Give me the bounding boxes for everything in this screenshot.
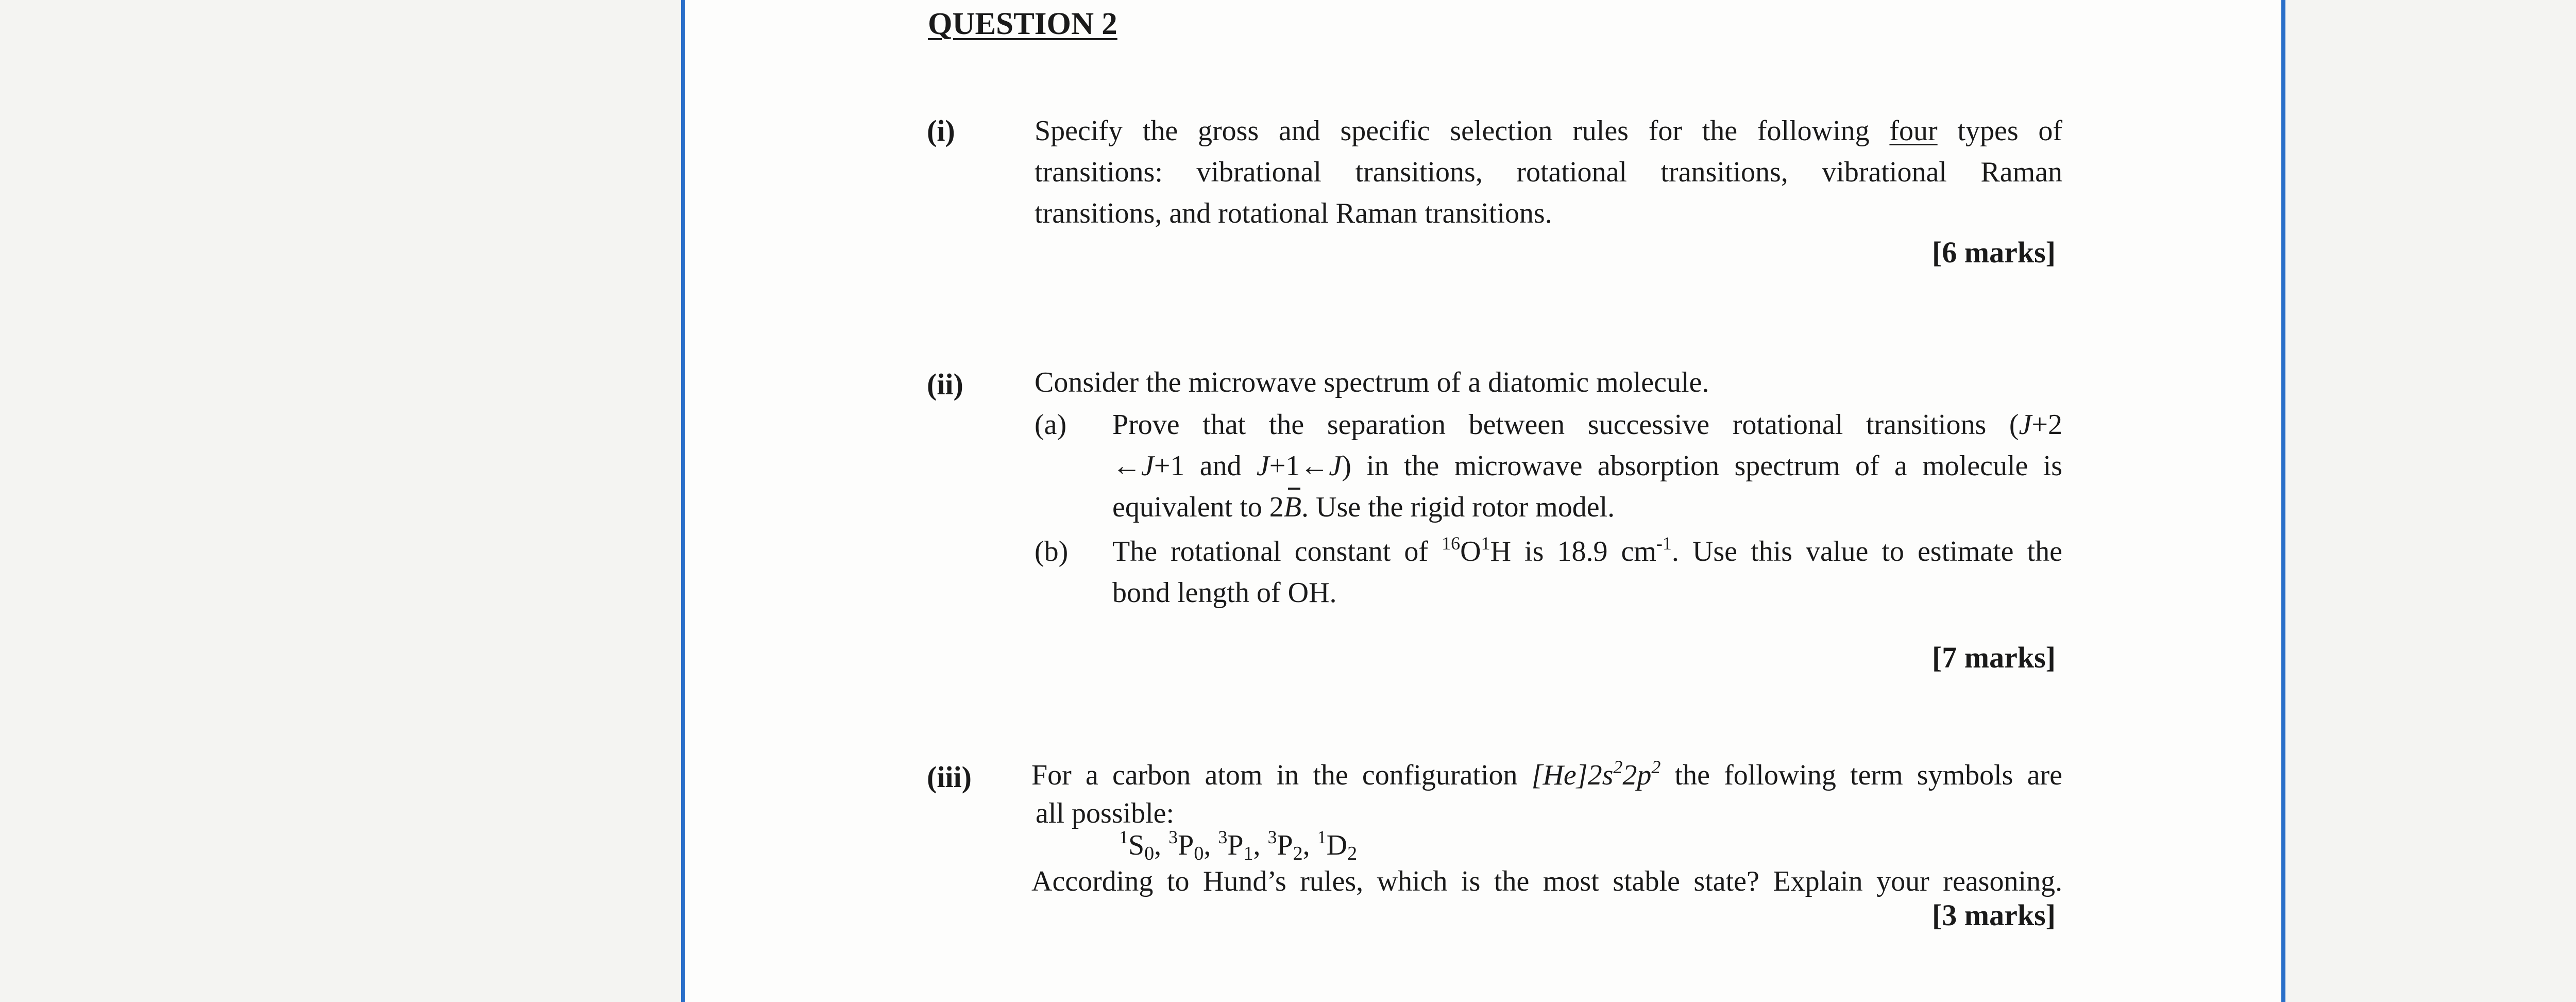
part-ii-b-label: (b) — [1035, 536, 1069, 567]
part-i-number: (i) — [927, 114, 955, 147]
term-symbols — [1119, 825, 1357, 866]
part-ii-a-line1: Prove that the separation between successive rotational transitions (J+2 — [1112, 409, 2062, 441]
electron-configuration: $[He]2s^22p^2$ — [1531, 757, 1661, 791]
part-ii-marks: [7 marks] — [1931, 641, 2056, 674]
part-ii-b-line1: The rotational constant of $^{16}O^1H$ is 18.9 $cm^{-1}$. Use this value to estimate the — [1112, 533, 2062, 567]
term-symbol: $^3P_2$ — [1267, 827, 1303, 864]
part-iii-number: (iii) — [927, 760, 972, 794]
question-title: QUESTION 2 — [928, 7, 1117, 41]
b-bar-symbol: B — [1284, 487, 1301, 528]
part-i-line2: transitions: vibrational transitions, rotational transitions, vibrational Raman — [1035, 156, 2062, 188]
part-i-line1: Specify the gross and specific selection rules for the following four types of — [1035, 115, 2063, 147]
part-ii-a-line3: equivalent to 2B. Use the rigid rotor model. — [1112, 487, 1615, 528]
term-separator: , — [1302, 829, 1317, 861]
term-symbol: $^3P_0$ — [1168, 827, 1204, 864]
term-separator: , — [1253, 829, 1268, 861]
part-ii-number: (ii) — [927, 368, 963, 401]
term-separator: , — [1204, 829, 1218, 861]
term-symbol: $^3P_1$ — [1218, 827, 1253, 864]
part-iii-line4: According to Hund’s rules, which is the most stable state? Explain your reasoning. — [1031, 865, 2062, 897]
part-iii-line2: all possible: — [1036, 797, 1175, 829]
part-ii-b-line2: bond length of OH. — [1112, 577, 1337, 609]
term-separator: , — [1154, 829, 1169, 861]
term-symbol: $^1D_2$ — [1317, 827, 1358, 864]
term-symbol: $^1S_0$ — [1119, 827, 1155, 864]
exam-page — [681, 0, 2285, 1002]
part-ii-a-line2: ←J+1 and J+1←J) in the microwave absorption spectrum of a molecule is — [1112, 450, 2062, 482]
part-ii-intro: Consider the microwave spectrum of a diatomic molecule. — [1035, 366, 1709, 398]
part-iii-line1: For a carbon atom in the configuration $[He]2s^22p^2$ the following term symbols are — [1031, 757, 2062, 791]
part-ii-a-label: (a) — [1035, 409, 1067, 441]
part-iii-marks: [3 marks] — [1931, 898, 2056, 932]
part-i-marks: [6 marks] — [1931, 236, 2056, 269]
part-i-line3: transitions, and rotational Raman transitions. — [1035, 197, 1552, 229]
